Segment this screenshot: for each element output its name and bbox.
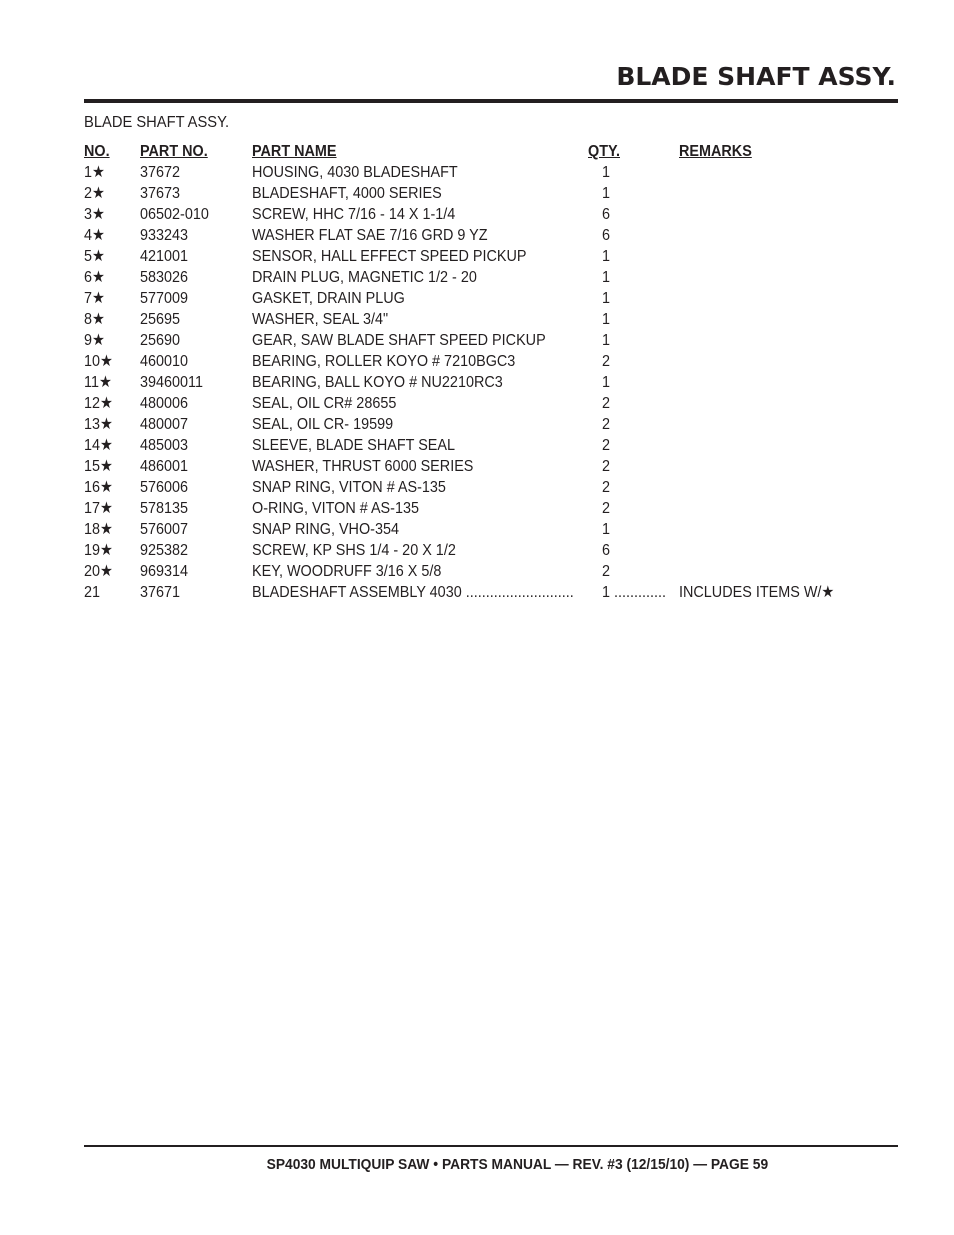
cell-part-no: 583026 [140, 269, 189, 286]
cell-no: 9★ [84, 332, 105, 349]
cell-remarks: INCLUDES ITEMS W/★ [679, 584, 835, 601]
table-row [84, 246, 884, 267]
cell-part-name: O-RING, VITON # AS-135 [252, 500, 419, 517]
cell-no: 8★ [84, 311, 105, 328]
table-row [84, 393, 884, 414]
cell-qty: 1 [602, 374, 611, 391]
table-row [84, 204, 884, 225]
cell-no: 18★ [84, 521, 113, 538]
cell-part-name: KEY, WOODRUFF 3/16 X 5/8 [252, 563, 442, 580]
cell-no: 6★ [84, 269, 105, 286]
cell-part-name: BEARING, ROLLER KOYO # 7210BGC3 [252, 353, 516, 370]
cell-no: 1★ [84, 164, 105, 181]
table-row [84, 435, 884, 456]
parts-table [84, 141, 884, 603]
cell-no: 13★ [84, 416, 113, 433]
table-header-row [84, 141, 884, 162]
cell-qty: 1 ............. [602, 584, 667, 601]
cell-part-no: 578135 [140, 500, 189, 517]
cell-part-no: 486001 [140, 458, 189, 475]
cell-part-no: 37672 [140, 164, 181, 181]
table-row [84, 351, 884, 372]
cell-qty: 1 [602, 248, 611, 265]
cell-part-no: 37673 [140, 185, 181, 202]
column-header-qty: QTY. [588, 143, 621, 160]
cell-part-name: SLEEVE, BLADE SHAFT SEAL [252, 437, 456, 454]
cell-part-name: WASHER, SEAL 3/4" [252, 311, 389, 328]
column-header-no: NO. [84, 143, 110, 160]
cell-part-no: 576006 [140, 479, 189, 496]
cell-part-no: 06502-010 [140, 206, 209, 223]
table-row [84, 267, 884, 288]
cell-qty: 1 [602, 164, 611, 181]
cell-no: 2★ [84, 185, 105, 202]
table-row [84, 498, 884, 519]
cell-part-no: 577009 [140, 290, 189, 307]
page-footer [84, 1156, 898, 1173]
column-header-part-no: PART NO. [140, 143, 208, 160]
cell-part-name: GASKET, DRAIN PLUG [252, 290, 405, 307]
cell-no: 3★ [84, 206, 105, 223]
cell-qty: 6 [602, 227, 611, 244]
cell-part-name: WASHER FLAT SAE 7/16 GRD 9 YZ [252, 227, 488, 244]
table-row [84, 519, 884, 540]
table-row [84, 330, 884, 351]
cell-part-name: SCREW, HHC 7/16 - 14 X 1-1/4 [252, 206, 456, 223]
cell-qty: 2 [602, 563, 611, 580]
cell-no: 21 [84, 584, 101, 601]
table-row [84, 561, 884, 582]
cell-part-name: SNAP RING, VHO-354 [252, 521, 399, 538]
header-divider [84, 99, 898, 103]
table-row [84, 540, 884, 561]
cell-part-name: SNAP RING, VITON # AS-135 [252, 479, 446, 496]
cell-qty: 1 [602, 185, 611, 202]
cell-part-no: 37671 [140, 584, 181, 601]
footer-divider [84, 1145, 898, 1147]
column-header-part-name: PART NAME [252, 143, 337, 160]
table-row [84, 456, 884, 477]
table-row [84, 477, 884, 498]
cell-qty: 1 [602, 521, 611, 538]
cell-qty: 1 [602, 311, 611, 328]
cell-part-name: SENSOR, HALL EFFECT SPEED PICKUP [252, 248, 527, 265]
table-row [84, 225, 884, 246]
table-row [84, 288, 884, 309]
cell-qty: 1 [602, 332, 611, 349]
cell-qty: 2 [602, 395, 611, 412]
cell-part-no: 969314 [140, 563, 189, 580]
cell-part-name: BLADESHAFT, 4000 SERIES [252, 185, 442, 202]
cell-part-name: HOUSING, 4030 BLADESHAFT [252, 164, 458, 181]
cell-part-name: WASHER, THRUST 6000 SERIES [252, 458, 474, 475]
cell-part-no: 480007 [140, 416, 189, 433]
cell-part-no: 576007 [140, 521, 189, 538]
cell-part-no: 421001 [140, 248, 189, 265]
cell-part-name: SCREW, KP SHS 1/4 - 20 X 1/2 [252, 542, 456, 559]
cell-no: 19★ [84, 542, 113, 559]
cell-qty: 6 [602, 206, 611, 223]
cell-part-no: 480006 [140, 395, 189, 412]
cell-no: 15★ [84, 458, 113, 475]
cell-no: 4★ [84, 227, 105, 244]
table-row [84, 414, 884, 435]
cell-no: 7★ [84, 290, 105, 307]
cell-part-no: 25690 [140, 332, 181, 349]
cell-qty: 2 [602, 437, 611, 454]
cell-qty: 1 [602, 290, 611, 307]
footer-text: SP4030 MULTIQUIP SAW • PARTS MANUAL — REV. #3 (12/15/10) — PAGE 59 [266, 1156, 768, 1173]
column-header-remarks: REMARKS [679, 143, 752, 160]
cell-no: 17★ [84, 500, 113, 517]
cell-part-no: 925382 [140, 542, 189, 559]
cell-no: 12★ [84, 395, 113, 412]
cell-no: 11★ [84, 374, 112, 391]
cell-part-no: 485003 [140, 437, 189, 454]
cell-no: 5★ [84, 248, 105, 265]
section-subtitle: BLADE SHAFT ASSY. [84, 114, 230, 131]
cell-qty: 6 [602, 542, 611, 559]
cell-part-name: BEARING, BALL KOYO # NU2210RC3 [252, 374, 503, 391]
table-row [84, 183, 884, 204]
cell-part-name: SEAL, OIL CR- 19599 [252, 416, 394, 433]
cell-no: 20★ [84, 563, 113, 580]
table-row [84, 309, 884, 330]
cell-qty: 2 [602, 479, 611, 496]
cell-part-no: 933243 [140, 227, 189, 244]
cell-qty: 2 [602, 416, 611, 433]
cell-part-no: 460010 [140, 353, 189, 370]
cell-qty: 2 [602, 458, 611, 475]
cell-qty: 2 [602, 500, 611, 517]
cell-part-no: 25695 [140, 311, 181, 328]
cell-part-name: SEAL, OIL CR# 28655 [252, 395, 397, 412]
cell-part-name: BLADESHAFT ASSEMBLY 4030 ........................... [252, 584, 574, 601]
cell-qty: 1 [602, 269, 611, 286]
table-row [84, 372, 884, 393]
cell-qty: 2 [602, 353, 611, 370]
cell-no: 16★ [84, 479, 113, 496]
cell-part-name: GEAR, SAW BLADE SHAFT SPEED PICKUP [252, 332, 546, 349]
cell-part-name: DRAIN PLUG, MAGNETIC 1/2 - 20 [252, 269, 477, 286]
table-row [84, 582, 884, 603]
page-title: BLADE SHAFT ASSY. [616, 62, 896, 91]
cell-no: 14★ [84, 437, 113, 454]
cell-part-no: 39460011 [140, 374, 203, 391]
table-row [84, 162, 884, 183]
cell-no: 10★ [84, 353, 113, 370]
